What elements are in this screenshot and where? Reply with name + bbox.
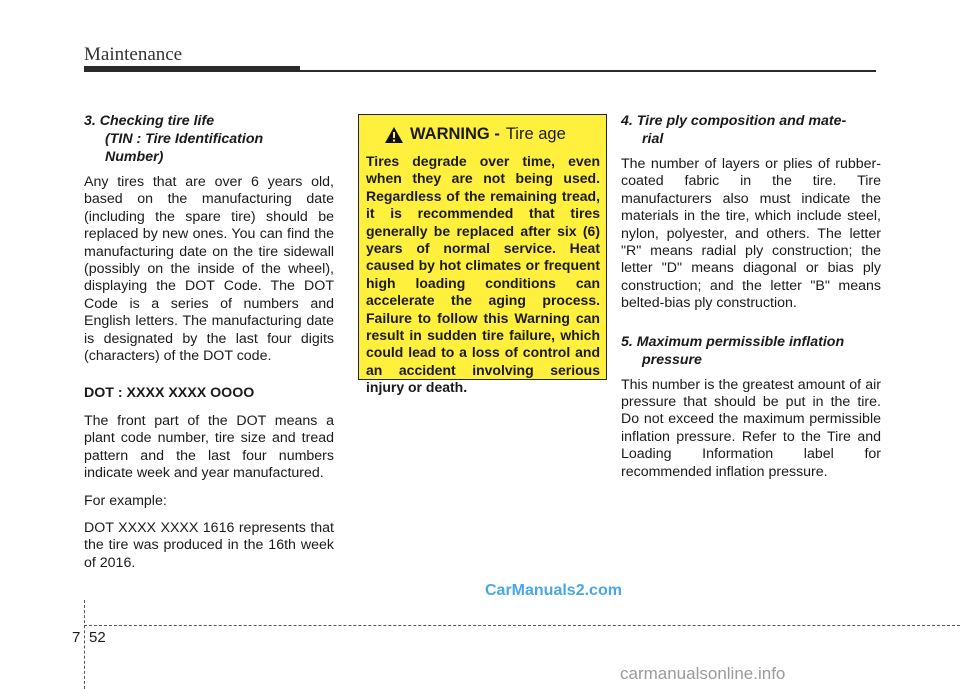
header-rule-thick (84, 66, 300, 72)
page-section-title: Maintenance (84, 44, 183, 65)
paragraph: Any tires that are over 6 years old, based on the manufacturing date (including the spare tire) should be replaced by new ones. You can find the manufacturing date on the tire sidewall (possibly on the inside of the wheel), displaying the DOT Code. The DOT Code is a series of numbers and English letters. The manufacturing date is designated by the last four digits (characters) of the DOT code. (84, 174, 334, 365)
page-number: 52 (89, 629, 106, 646)
paragraph: The front part of the DOT means a plant code number, tire size and tread pattern and the last four numbers indicate week and year manufactured. (84, 412, 334, 482)
dot-code-format: DOT : XXXX XXXX OOOO (84, 385, 255, 402)
footer-vertical-rule (84, 600, 85, 689)
paragraph: For example: (84, 492, 167, 509)
heading-line: Number) (105, 149, 164, 165)
right-column (621, 112, 881, 501)
page-chapter-number: 7 (72, 629, 81, 646)
warning-box (358, 114, 607, 396)
section-heading-ply-composition (621, 112, 881, 148)
heading-line: rial (642, 131, 664, 147)
warning-label: WARNING - (410, 125, 500, 143)
warning-title (384, 125, 600, 144)
warning-subject: Tire age (505, 125, 566, 143)
paragraph: This number is the greatest amount of air pressure that should be put in the tire. Do not exceed the maximum permissible inflation pressure. Refer to the Tire and Loading Information label for recommended inflation pressure. (621, 376, 881, 480)
heading-line: 4. Tire ply composition and mate- (621, 113, 847, 129)
heading-line: pressure (642, 351, 702, 368)
section-heading-inflation-pressure (621, 333, 881, 369)
section-heading-tire-life (84, 112, 334, 166)
left-column (84, 112, 334, 582)
header-rule (300, 70, 876, 72)
heading-line: (TIN : Tire Identification (105, 131, 264, 147)
footer-rule (84, 625, 960, 626)
watermark-link[interactable]: CarManuals2.com (485, 582, 622, 599)
heading-line: 5. Maximum permissible inflation (621, 333, 845, 350)
heading-line: 3. Checking tire life (84, 113, 215, 129)
warning-text: Tires degrade over time, even when they are not being used. Regardless of the remaining tread, it is recommended that tires generally be replaced after six (6) years of normal service. Heat caused by hot climates or frequent high loading conditions can accelerate the aging process. Failure to follow this Warning can result in sudden tire failure, which could lead to a loss of control and an accident involving serious injury or death. (366, 153, 600, 396)
paragraph: The number of layers or plies of rubber-coated fabric in the tire. Tire manufacturers also must indicate the materials in the tire, which include steel, nylon, polyester, and others. The letter "R" means radial ply construction; the letter "D" means diagonal or bias ply construction; and the letter "B" means belted-bias ply construction. (621, 156, 881, 312)
paragraph: DOT XXXX XXXX 1616 represents that the tire was produced in the 16th week of 2016. (84, 519, 334, 571)
warning-triangle-icon (384, 126, 404, 144)
footer-watermark: carmanualsonline.info (620, 664, 786, 683)
